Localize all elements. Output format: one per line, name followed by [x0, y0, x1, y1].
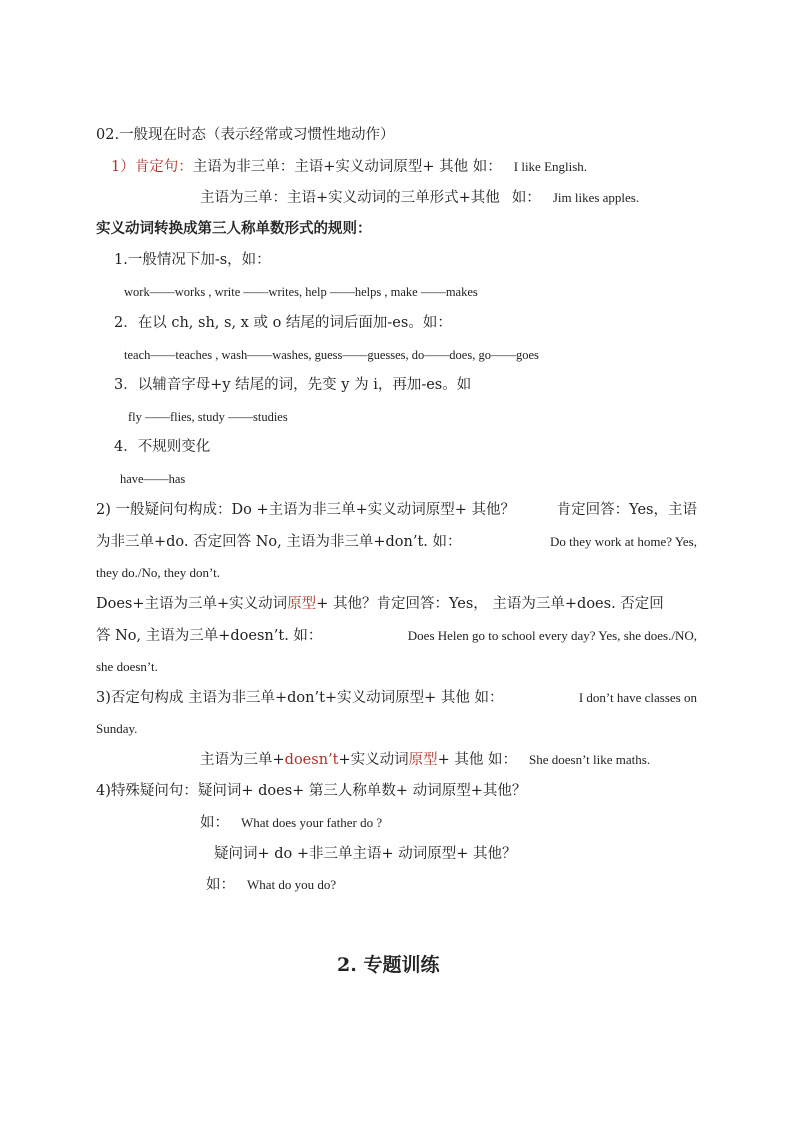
special-line-1-text: 4)特殊疑问句：疑问词+ does+ 第三人称单数+ 动词原型+其他？ — [96, 783, 527, 799]
rule-4-head-text: 4．不规则变化 — [114, 439, 211, 455]
negative-line-3-example: She doesn’t like maths. — [529, 752, 651, 767]
question-line-4-a: Does+主语为三单+实义动词 — [96, 596, 288, 612]
question-line-3-text: they do./No, they don’t. — [96, 565, 220, 580]
question-line-5-a: 答 No, 主语为三单+doesn’t. 如： — [96, 628, 323, 644]
rule-2-head — [114, 313, 452, 333]
special-line-2-example: What does your father do ? — [241, 815, 383, 830]
special-line-4 — [206, 875, 336, 895]
section-title-text: 02.一般现在时态（表示经常或习惯性地动作） — [96, 127, 395, 143]
question-line-1-a: 2) 一般疑问句构成：Do +主语为非三单+实义动词原型+ 其他？ — [96, 502, 516, 518]
question-line-2-b: Do they work at home? Yes, — [550, 534, 697, 549]
rule-3-head-text: 3．以辅音字母+y 结尾的词，先变 y 为 i，再加-es。如 — [114, 377, 472, 393]
rules-title-text: 实义动词转换成第三人称单数形式的规则： — [96, 220, 372, 237]
rule-2-example-text: teach——teaches , wash——washes, guess——guesses, do——does, go——goes — [124, 348, 539, 362]
question-line-6 — [96, 657, 158, 677]
negative-line-3-red-1: doesn’t — [284, 752, 339, 768]
question-line-5 — [96, 626, 697, 646]
negative-line-2 — [96, 719, 137, 739]
rule-1-head — [114, 250, 271, 270]
special-line-3-text: 疑问词+ do +非三单主语+ 动词原型+ 其他？ — [214, 846, 517, 862]
question-line-4-red: 原型 — [287, 596, 317, 612]
rule-1-head-text: 1.一般情况下加-s，如： — [114, 252, 271, 268]
rule-1-example — [124, 282, 478, 302]
negative-line-1-b: I don’t have classes on — [578, 690, 697, 705]
question-line-1 — [96, 500, 697, 520]
question-line-3 — [96, 563, 220, 583]
rule-3-example-text: fly ——flies, study ——studies — [128, 410, 288, 424]
question-line-2-a: 为非三单+do. 否定回答 No, 主语为非三单+don’t. 如： — [96, 534, 462, 550]
rule-3-head — [114, 375, 471, 395]
question-line-6-text: she doesn’t. — [96, 659, 158, 674]
negative-line-3-b: +实义动词 — [338, 752, 409, 768]
affirmative-number: 1） — [111, 159, 135, 175]
special-line-4-example: What do you do? — [247, 877, 337, 892]
rule-3-example — [128, 407, 288, 427]
section-heading-training-text: 2. 专题训练 — [337, 954, 440, 976]
affirmative-rule-2-text: 主语为三单：主语+实义动词的三单形式+其他 — [200, 190, 500, 206]
question-line-4-b: + 其他？肯定回答：Yes， 主语为三单+does. 否定回 — [316, 596, 664, 612]
rule-4-head — [114, 437, 210, 457]
affirmative-rule-2 — [200, 188, 639, 208]
section-heading-training — [337, 953, 439, 977]
question-line-5-b: Does Helen go to school every day? Yes, she does./NO, — [407, 628, 697, 643]
affirmative-label: 肯定句： — [134, 159, 193, 175]
negative-line-2-text: Sunday. — [96, 721, 138, 736]
special-line-3 — [214, 844, 517, 864]
section-title — [96, 125, 395, 145]
negative-line-3 — [200, 750, 650, 770]
affirmative-rule-1 — [111, 157, 587, 177]
question-line-1-b: 肯定回答：Yes，主语 — [556, 502, 697, 518]
negative-line-3-c: + 其他 如： — [437, 752, 517, 768]
affirmative-rule-2-ru: 如： — [511, 190, 541, 206]
rule-1-example-text: work——works , write ——writes, help ——helps , make ——makes — [124, 285, 478, 299]
rules-title — [96, 219, 372, 239]
question-line-2 — [96, 532, 697, 552]
rule-2-example — [124, 345, 539, 365]
affirmative-example-2: Jim likes apples. — [552, 190, 640, 205]
question-line-4 — [96, 594, 697, 614]
special-line-2-a: 如： — [200, 815, 229, 831]
negative-line-1 — [96, 688, 697, 708]
negative-line-3-a: 主语为三单+ — [200, 752, 285, 768]
special-line-4-a: 如： — [206, 877, 235, 893]
negative-line-1-a: 3)否定句构成 主语为非三单+don’t+实义动词原型+ 其他 如： — [96, 690, 504, 706]
rule-4-example — [120, 469, 185, 489]
rule-4-example-text: have——has — [120, 472, 186, 486]
affirmative-rule-1-text: 主语为非三单：主语+实义动词原型+ 其他 如： — [192, 159, 502, 175]
rule-2-head-text: 2．在以 ch, sh, s, x 或 o 结尾的词后面加-es。如： — [114, 315, 452, 331]
affirmative-example-1: I like English. — [513, 159, 588, 174]
special-line-1 — [96, 781, 526, 801]
negative-line-3-red-2: 原型 — [408, 752, 438, 768]
special-line-2 — [200, 813, 382, 833]
